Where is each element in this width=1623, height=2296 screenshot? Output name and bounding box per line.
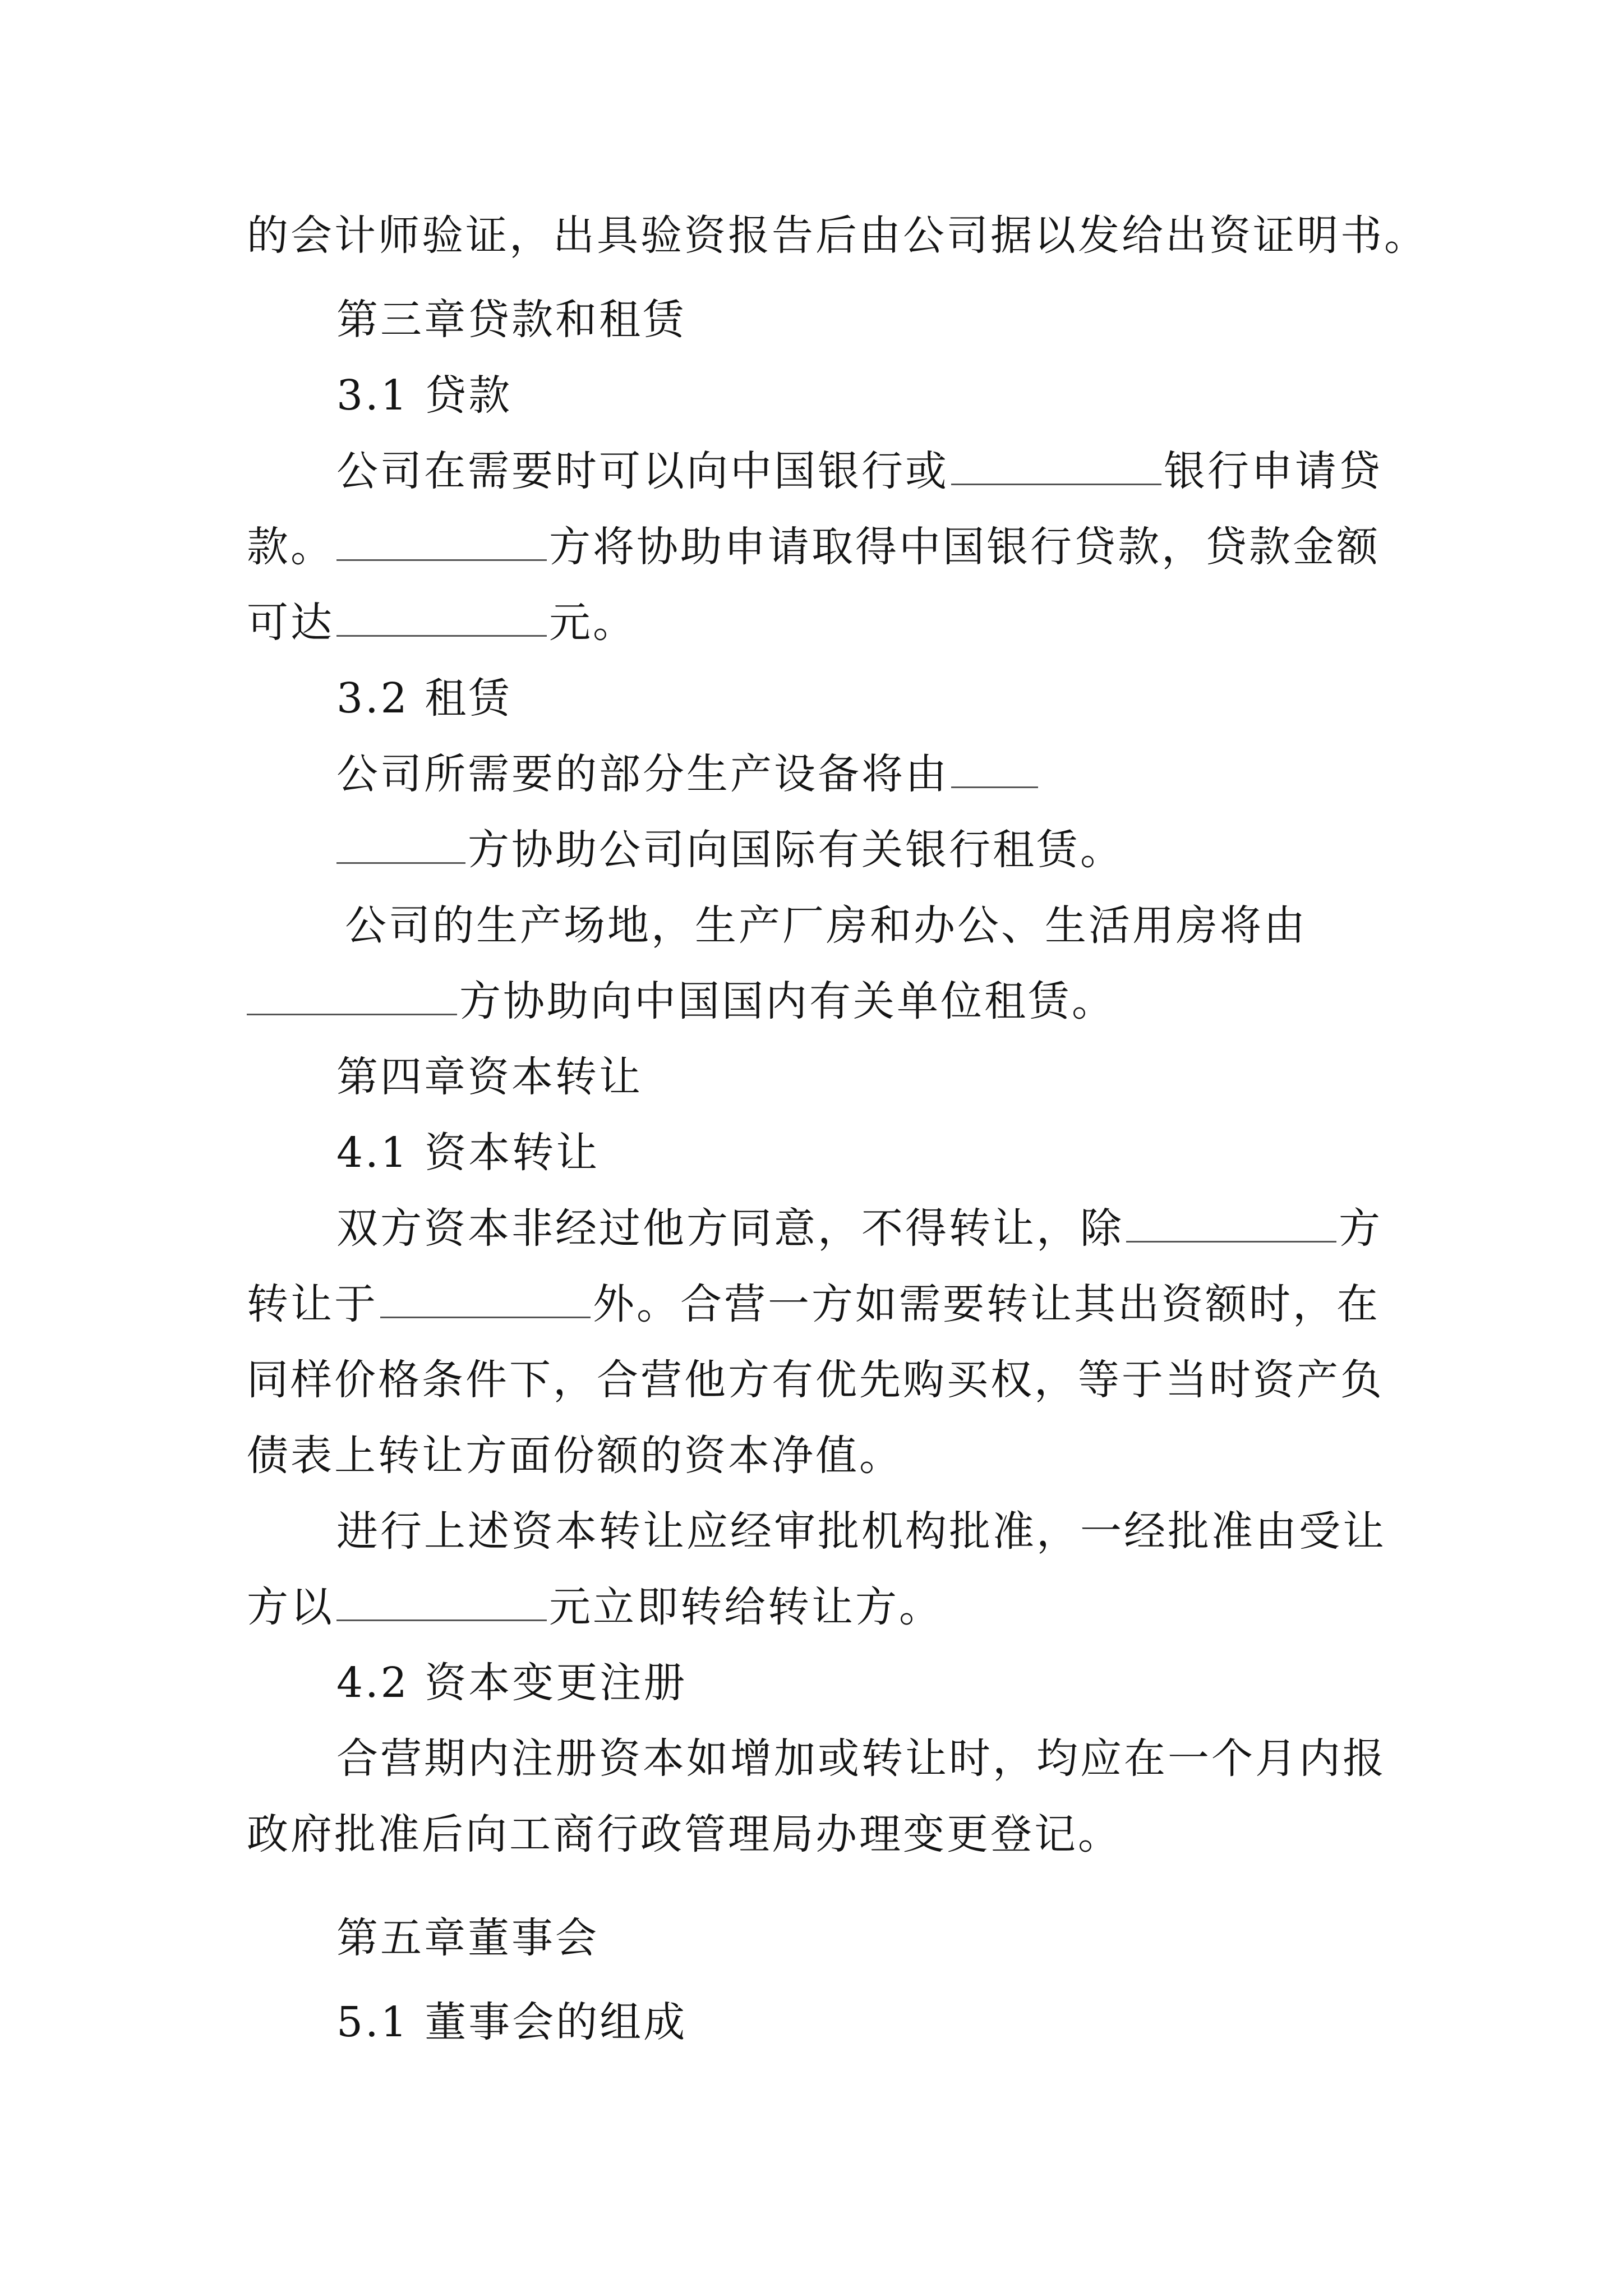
text: 外。合营一方如需要转让其出资额时，在 xyxy=(593,1280,1380,1328)
section-heading xyxy=(336,670,512,726)
text: 转让于 xyxy=(247,1280,378,1328)
text: 4.1 资本转让 xyxy=(336,1129,600,1177)
paragraph-line xyxy=(336,1200,1382,1257)
text: 方协助公司向国际有关银行租赁。 xyxy=(468,826,1124,874)
chapter-heading xyxy=(336,1910,599,1966)
paragraph-line xyxy=(336,1731,1386,1787)
text: 第四章资本转让 xyxy=(336,1053,643,1101)
text: 3.2 租赁 xyxy=(336,674,513,723)
paragraph-line xyxy=(336,1503,1386,1559)
paragraph-line xyxy=(247,1276,1380,1332)
fill-in-blank xyxy=(951,752,1038,788)
paragraph-line xyxy=(247,973,1115,1029)
paragraph-line xyxy=(336,746,1040,802)
text: 第三章贷款和租赁 xyxy=(336,296,686,344)
paragraph-line xyxy=(336,822,1124,878)
fill-in-blank xyxy=(336,600,547,637)
text: 公司的生产场地，生产厂房和办公、生活用房将由 xyxy=(345,901,1307,950)
text: 的会计师验证，出具验资报告后由公司据以发给出资证明书。 xyxy=(247,211,1428,260)
text: 方 xyxy=(1339,1204,1382,1253)
text: 债表上转让方面份额的资本净值。 xyxy=(247,1432,903,1480)
paragraph-line xyxy=(247,1352,1384,1408)
fill-in-blank xyxy=(1126,1206,1336,1243)
text: 政府批准后向工商行政管理局办理变更登记。 xyxy=(247,1810,1122,1858)
paragraph-line xyxy=(336,443,1382,499)
paragraph-line xyxy=(247,1806,1122,1862)
text: 进行上述资本转让应经审批机构批准，一经批准由受让 xyxy=(336,1507,1386,1556)
fill-in-blank xyxy=(336,827,465,864)
text: 银行申请贷 xyxy=(1164,447,1382,495)
text: 双方资本非经过他方同意，不得转让，除 xyxy=(336,1204,1124,1253)
paragraph-line xyxy=(247,519,1380,575)
text: 4.2 资本变更注册 xyxy=(336,1659,688,1707)
fill-in-blank xyxy=(336,524,547,561)
paragraph-line xyxy=(345,898,1307,954)
text: 方协助向中国国内有关单位租赁。 xyxy=(459,977,1115,1025)
text: 公司在需要时可以向中国银行或 xyxy=(336,447,949,495)
fill-in-blank xyxy=(380,1282,591,1318)
paragraph-line xyxy=(247,595,637,651)
text: 3.1 贷款 xyxy=(336,371,513,420)
paragraph-line xyxy=(247,1579,943,1635)
section-heading xyxy=(336,1994,687,2050)
fill-in-blank xyxy=(247,979,457,1015)
text: 元。 xyxy=(549,599,637,647)
text: 元立即转给转让方。 xyxy=(549,1583,943,1631)
text: 方将协助申请取得中国银行贷款，贷款金额 xyxy=(549,523,1380,571)
chapter-heading xyxy=(336,1049,643,1105)
text: 款。 xyxy=(247,523,334,571)
fill-in-blank xyxy=(951,449,1161,485)
section-heading xyxy=(336,1655,687,1711)
text: 5.1 董事会的组成 xyxy=(336,1998,688,2046)
text: 合营期内注册资本如增加或转让时，均应在一个月内报 xyxy=(336,1734,1386,1783)
text: 方以 xyxy=(247,1583,334,1631)
section-heading xyxy=(336,367,512,424)
paragraph-line xyxy=(247,208,1428,264)
fill-in-blank xyxy=(336,1585,547,1621)
chapter-heading xyxy=(336,292,686,348)
paragraph-line xyxy=(247,1428,903,1484)
text: 同样价格条件下，合营他方有优先购买权，等于当时资产负 xyxy=(247,1356,1384,1404)
text: 可达 xyxy=(247,599,334,647)
text: 第五章董事会 xyxy=(336,1914,599,1962)
text: 公司所需要的部分生产设备将由 xyxy=(336,750,949,798)
section-heading xyxy=(336,1125,600,1181)
